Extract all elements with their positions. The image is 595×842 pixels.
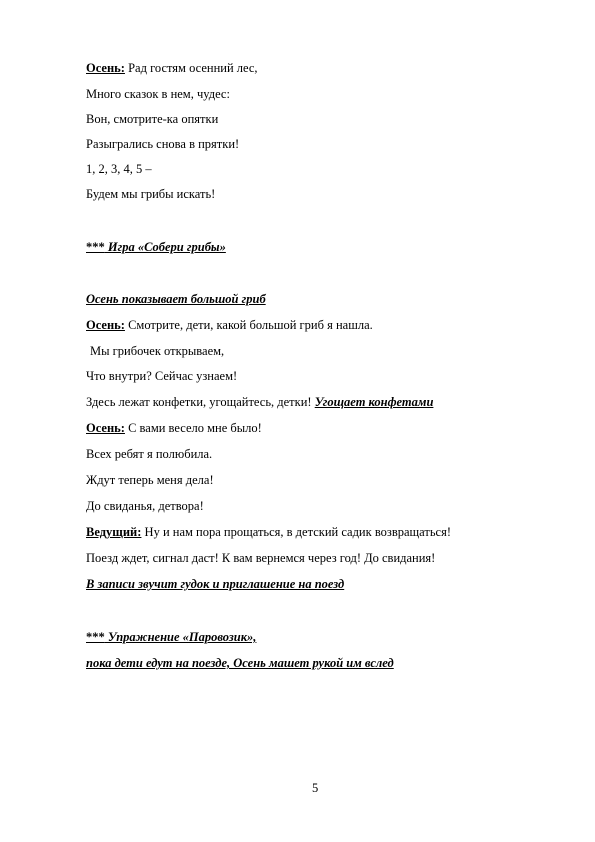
line-2 [86, 87, 230, 102]
stars-marker: *** [86, 240, 105, 254]
line-text: Ждут теперь меня дела! [86, 473, 214, 487]
line-10 [90, 344, 224, 359]
page-number: 5 [312, 781, 319, 795]
line-1 [86, 61, 258, 76]
stage-direction: пока дети едут на поезде, Осень машет рукой им вслед [86, 656, 394, 670]
exercise-heading [86, 630, 256, 645]
line-text: Вон, смотрите-ка опятки [86, 112, 219, 126]
line-text: С вами весело мне было! [124, 421, 262, 435]
line-6 [86, 187, 215, 202]
line-21 [86, 656, 394, 671]
speaker-label: Осень: [86, 61, 125, 75]
line-4 [86, 137, 239, 152]
line-3 [86, 112, 218, 127]
stars-marker: *** [86, 630, 105, 644]
stage-direction: Игра «Собери грибы» [104, 240, 226, 254]
line-text: Разыгрались снова в прятки! [86, 137, 240, 151]
stage-direction: Угощает конфетами [314, 395, 434, 409]
line-text: Всех ребят я полюбила. [86, 447, 213, 461]
line-19 [86, 577, 344, 592]
line-text: До свиданья, детвора! [86, 499, 204, 513]
stage-direction: Осень показывает большой гриб [86, 292, 266, 306]
stage-direction: Упражнение «Паровозик», [104, 630, 257, 644]
line-text: Что внутри? Сейчас узнаем! [86, 369, 238, 383]
line-text: Рад гостям осенний лес, [124, 61, 258, 75]
line-text: Здесь лежат конфетки, угощайтесь, детки! [86, 395, 315, 409]
line-text: Будем мы грибы искать! [86, 187, 216, 201]
line-16 [86, 499, 204, 514]
speaker-label: Осень: [86, 318, 125, 332]
stage-direction: В записи звучит гудок и приглашение на поезд [86, 577, 345, 591]
line-14 [86, 447, 212, 462]
line-5 [86, 162, 152, 177]
line-18 [86, 551, 435, 566]
line-15 [86, 473, 214, 488]
line-text: Мы грибочек открываем, [90, 344, 225, 358]
line-text: 1, 2, 3, 4, 5 – [86, 162, 152, 176]
line-text: Много сказок в нем, чудес: [86, 87, 230, 101]
line-text: Смотрите, дети, какой большой гриб я нашла. [124, 318, 373, 332]
line-12 [86, 395, 433, 410]
line-17 [86, 525, 451, 540]
line-9 [86, 318, 373, 333]
game-heading [86, 240, 226, 255]
line-13 [86, 421, 262, 436]
line-text: Поезд ждет, сигнал даст! К вам вернемся через год! До свидания! [86, 551, 436, 565]
line-11 [86, 369, 237, 384]
speaker-label: Осень: [86, 421, 125, 435]
speaker-label: Ведущий: [86, 525, 142, 539]
line-text: Ну и нам пора прощаться, в детский садик возвращаться! [141, 525, 451, 539]
line-8 [86, 292, 266, 307]
